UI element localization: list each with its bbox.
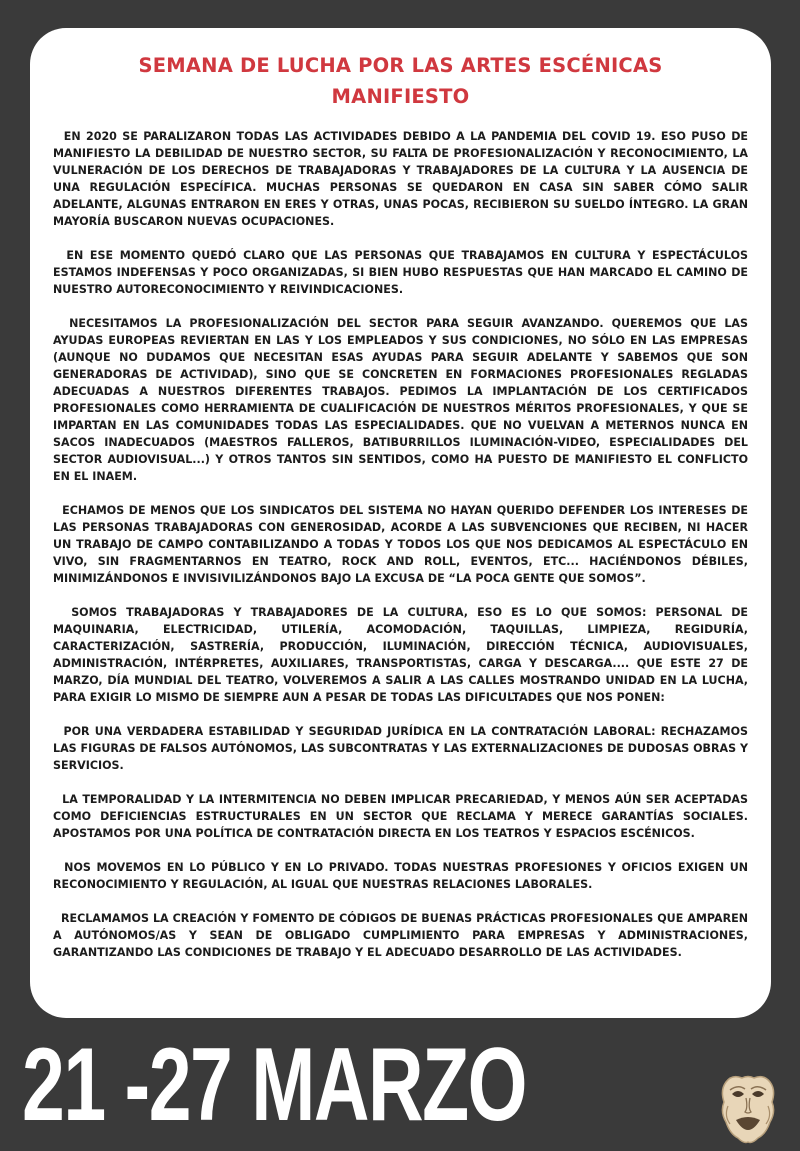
- manifesto-card: [30, 28, 771, 1018]
- title-line-2: MANIFIESTO: [331, 85, 470, 108]
- paragraph-8: NOS MOVEMOS EN LO PÚBLICO Y EN LO PRIVADO. TODAS NUESTRAS PROFESIONES Y OFICIOS EXIGEN UN RECONOCIMIENTO Y REGULACIÓN, AL IGUAL QUE NUESTRAS RELACIONES LABORALES.: [53, 861, 748, 891]
- page-title: [53, 50, 748, 112]
- paragraph-6: POR UNA VERDADERA ESTABILIDAD Y SEGURIDAD JURÍDICA EN LA CONTRATACIÓN LABORAL: RECHAZAMOS LAS FIGURAS DE FALSOS AUTÓNOMOS, LAS SUBCONTRATAS Y LAS EXTERNALIZACIONES DE DUDOSAS OBRAS Y SERVICIOS.: [53, 725, 748, 772]
- paragraph-5: SOMOS TRABAJADORAS Y TRABAJADORES DE LA CULTURA, ESO ES LO QUE SOMOS: PERSONAL DE MAQUINARIA, ELECTRICIDAD, UTILERÍA, ACOMODACIÓN, TAQUILLAS, LIMPIEZA, REGIDURÍA, CARACTERIZACIÓN, SASTRERÍA, PRODUCCIÓN, ILUMINACIÓN, DIRECCIÓN TÉCNICA, AUDIOVISUALES, ADMINISTRACIÓN, INTÉRPRETES, AUXILIARES, TRANSPORTISTAS, CARGA Y DESCARGA.... QUE ESTE 27 DE MARZO, DÍA MUNDIAL DEL TEATRO, VOLVEREMOS A SALIR A LAS CALLES MOSTRANDO UNIDAD EN LA LUCHA, PARA EXIGIR LO MISMO DE SIEMPRE AUN A PESAR DE TODAS LAS DIFICULTADES QUE NOS PONEN:: [53, 606, 748, 704]
- title-line-1: SEMANA DE LUCHA POR LAS ARTES ESCÉNICAS: [138, 54, 663, 77]
- theatre-mask-icon: [718, 1072, 778, 1144]
- paragraph-4: ECHAMOS DE MENOS QUE LOS SINDICATOS DEL SISTEMA NO HAYAN QUERIDO DEFENDER LOS INTERESES DE LAS PERSONAS TRABAJADORAS CON GENEROSIDAD, ACORDE A LAS SUBVENCIONES QUE RECIBEN, NI HACER UN TRABAJO DE CAMPO CONTABILIZANDO A TODAS Y TODOS LOS QUE NOS DEDICAMOS AL ESPECTÁCULO EN VIVO, SIN FRAGMENTARNOS EN TEATRO, ROCK AND ROLL, EVENTOS, ETC... HACIÉNDONOS DÉBILES, MINIMIZÁNDONOS E INVISIVILIZÁNDONOS BAJO LA EXCUSA DE “LA POCA GENTE QUE SOMOS”.: [53, 504, 748, 585]
- paragraph-2: EN ESE MOMENTO QUEDÓ CLARO QUE LAS PERSONAS QUE TRABAJAMOS EN CULTURA Y ESPECTÁCULOS ESTAMOS INDEFENSAS Y POCO ORGANIZADAS, SI BIEN HUBO RESPUESTAS QUE HAN MARCADO EL CAMINO DE NUESTRO AUTORECONOCIMIENTO Y REIVINDICACIONES.: [53, 249, 748, 296]
- paragraph-7: LA TEMPORALIDAD Y LA INTERMITENCIA NO DEBEN IMPLICAR PRECARIEDAD, Y MENOS AÚN SER ACEPTADAS COMO DEFICIENCIAS ESTRUCTURALES EN UN SECTOR QUE RECLAMA Y MERECE GARANTÍAS SOCIALES. APOSTAMOS POR UNA POLÍTICA DE CONTRATACIÓN DIRECTA EN LOS TEATROS Y ESPACIOS ESCÉNICOS.: [53, 793, 748, 840]
- paragraph-9: RECLAMAMOS LA CREACIÓN Y FOMENTO DE CÓDIGOS DE BUENAS PRÁCTICAS PROFESIONALES QUE AMPAREN A AUTÓNOMOS/AS Y SEAN DE OBLIGADO CUMPLIMIENTO PARA EMPRESAS Y ADMINISTRACIONES, GARANTIZANDO LAS CONDICIONES DE TRABAJO Y EL ADECUADO DESARROLLO DE LAS ACTIVIDADES.: [53, 912, 748, 959]
- event-dates: 21 -27 MARZO: [22, 1027, 526, 1143]
- paragraph-1: EN 2020 SE PARALIZARON TODAS LAS ACTIVIDADES DEBIDO A LA PANDEMIA DEL COVID 19. ESO PUSO DE MANIFIESTO LA DEBILIDAD DE NUESTRO SECTOR, SU FALTA DE PROFESIONALIZACIÓN Y RECONOCIMIENTO, LA VULNERACIÓN DE LOS DERECHOS DE TRABAJADORAS Y TRABAJADORES DE LA CULTURA Y LA AUSENCIA DE UNA REGULACIÓN ESPECÍFICA. MUCHAS PERSONAS SE QUEDARON EN CASA SIN SABER CÓMO SALIR ADELANTE, ALGUNAS ENTRARON EN ERES Y OTRAS, UNAS POCAS, RECIBIERON SU SUELDO ÍNTEGRO. LA GRAN MAYORÍA BUSCARON NUEVAS OCUPACIONES.: [53, 130, 748, 228]
- paragraph-3: NECESITAMOS LA PROFESIONALIZACIÓN DEL SECTOR PARA SEGUIR AVANZANDO. QUEREMOS QUE LAS AYUDAS EUROPEAS REVIERTAN EN LAS Y LOS EMPLEADOS Y SUS CONDICIONES, NO SÓLO EN LAS EMPRESAS (AUNQUE NO DUDAMOS QUE NECESITAN ESAS AYUDAS PARA SEGUIR ADELANTE Y SABEMOS QUE SON GENERADORAS DE ACTIVIDAD), SINO QUE SE CONCRETEN EN FORMACIONES PROFESIONALES REGLADAS ADECUADAS A NUESTROS DIFERENTES TRABAJOS. PEDIMOS LA IMPLANTACIÓN DE LOS CERTIFICADOS PROFESIONALES COMO HERRAMIENTA DE CUALIFICACIÓN DE NUESTROS MÉRITOS PROFESIONALES, Y QUE SE IMPARTAN EN LAS COMUNIDADES TODAS LAS ESPECIALIDADES. QUE NO VUELVAN A METERNOS NUNCA EN SACOS INADECUADOS (MAESTROS FALLEROS, BATIBURRILLOS ILUMINACIÓN-VIDEO, ESPECIALIDADES DEL SECTOR AUDIOVISUAL...) Y OTROS TANTOS SIN SENTIDOS, COMO HA PUESTO DE MANIFIESTO EL CONFLICTO EN EL INAEM.: [53, 317, 748, 483]
